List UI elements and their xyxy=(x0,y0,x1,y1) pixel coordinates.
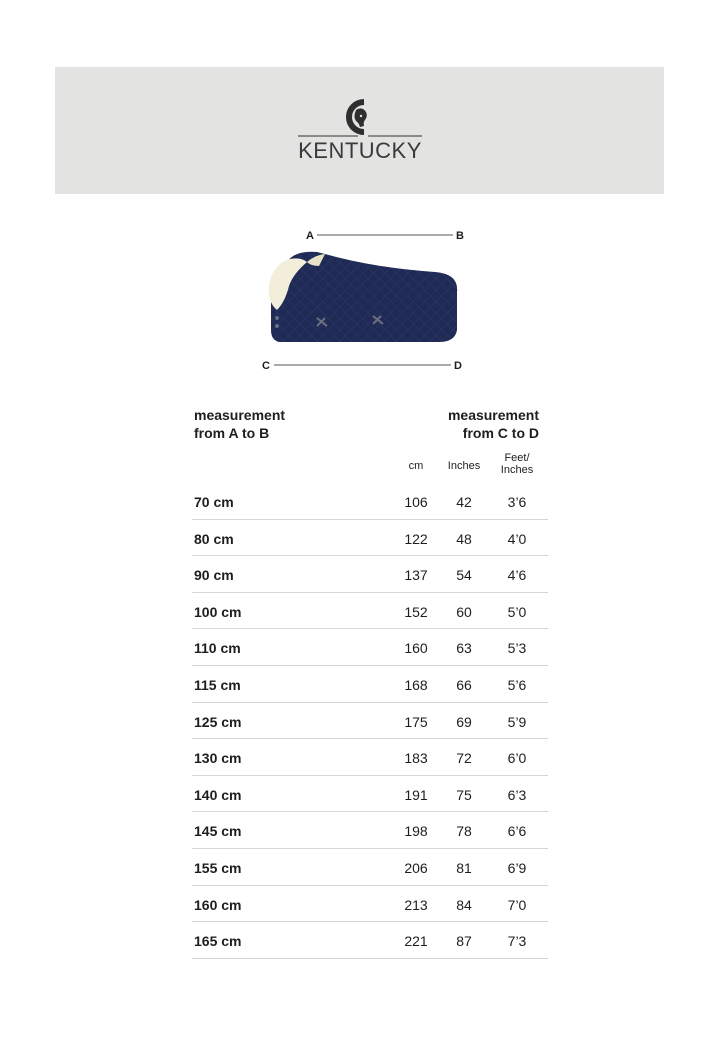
header-a-to-b xyxy=(194,406,285,442)
table-row xyxy=(192,812,548,849)
header-a-to-b-line1: measurement xyxy=(194,407,286,423)
column-header-feet-inches xyxy=(494,452,540,476)
cm-cell: 213 xyxy=(404,896,428,913)
size-cell: 125 cm xyxy=(194,713,242,730)
logo-emblem-icon xyxy=(290,96,430,140)
feet-cell: 6’0 xyxy=(507,750,527,767)
inches-cell: 60 xyxy=(456,603,472,620)
table-row xyxy=(192,629,548,666)
inches-cell: 72 xyxy=(456,750,472,767)
header-a-to-b-line2: from A to B xyxy=(194,425,270,441)
cm-cell: 160 xyxy=(404,640,428,657)
inches-cell: 54 xyxy=(456,567,472,584)
size-cell: 130 cm xyxy=(194,750,242,767)
feet-cell: 6’3 xyxy=(507,786,527,803)
table-row xyxy=(192,849,548,886)
size-cell: 110 cm xyxy=(194,640,241,657)
size-cell: 90 cm xyxy=(194,567,234,584)
feet-cell: 5’0 xyxy=(507,603,527,620)
inches-cell: 48 xyxy=(456,530,472,547)
horse-rug-image xyxy=(269,252,457,342)
rug-diagram xyxy=(255,222,475,377)
size-cell: 70 cm xyxy=(194,494,234,510)
inches-cell: 78 xyxy=(456,823,472,840)
cm-cell: 122 xyxy=(404,530,428,547)
size-cell: 100 cm xyxy=(194,603,242,620)
size-cell: 165 cm xyxy=(194,933,242,950)
size-cell: 115 cm xyxy=(194,676,241,693)
table-row xyxy=(192,666,548,703)
table-row xyxy=(192,483,548,520)
inches-cell: 42 xyxy=(456,494,472,510)
column-header-cm: cm xyxy=(408,460,424,472)
table-row xyxy=(192,593,548,630)
cm-cell: 152 xyxy=(404,603,428,620)
feet-cell: 5’9 xyxy=(507,713,527,730)
feet-cell: 3’6 xyxy=(507,494,527,510)
inches-cell: 81 xyxy=(456,859,472,876)
cm-cell: 168 xyxy=(404,676,428,693)
label-a: A xyxy=(306,230,314,242)
cm-cell: 191 xyxy=(404,786,428,803)
feet-cell: 7’3 xyxy=(507,933,527,950)
size-cell: 140 cm xyxy=(194,786,242,803)
column-header-inches: Inches xyxy=(447,460,481,472)
kentucky-logo xyxy=(290,96,430,166)
table-row xyxy=(192,739,548,776)
label-b: B xyxy=(456,230,464,242)
cm-cell: 175 xyxy=(404,713,428,730)
cm-cell: 106 xyxy=(404,494,428,510)
feet-cell: 7’0 xyxy=(507,896,527,913)
cm-cell: 137 xyxy=(404,567,428,584)
size-cell: 80 cm xyxy=(194,530,234,547)
feet-cell: 6’6 xyxy=(507,823,527,840)
header-c-to-d-line1: measurement xyxy=(447,407,539,423)
feet-cell: 5’3 xyxy=(507,640,527,657)
cm-cell: 206 xyxy=(404,859,428,876)
size-table xyxy=(192,483,548,959)
label-d: D xyxy=(454,360,462,372)
feet-cell: 5’6 xyxy=(507,676,527,693)
header-c-to-d-line2: from C to D xyxy=(462,425,539,441)
inches-cell: 84 xyxy=(456,896,472,913)
size-cell: 155 cm xyxy=(194,859,242,876)
cm-cell: 198 xyxy=(404,823,428,840)
header-c-to-d xyxy=(420,406,539,442)
table-row xyxy=(192,556,548,593)
table-row xyxy=(192,776,548,813)
label-c: C xyxy=(262,360,270,372)
cm-cell: 183 xyxy=(404,750,428,767)
size-cell: 145 cm xyxy=(194,823,242,840)
column-header-feet-line2: Inches xyxy=(500,464,534,476)
inches-cell: 75 xyxy=(456,786,472,803)
table-row xyxy=(192,703,548,740)
table-row xyxy=(192,922,548,959)
feet-cell: 4’0 xyxy=(507,530,527,547)
inches-cell: 69 xyxy=(456,713,472,730)
size-cell: 160 cm xyxy=(194,896,242,913)
inches-cell: 63 xyxy=(456,640,472,657)
inches-cell: 87 xyxy=(456,933,472,950)
column-header-feet-line1: Feet/ xyxy=(504,452,530,464)
feet-cell: 6’9 xyxy=(507,859,527,876)
table-row xyxy=(192,886,548,923)
inches-cell: 66 xyxy=(456,676,472,693)
table-row xyxy=(192,520,548,557)
feet-cell: 4’6 xyxy=(507,567,527,584)
cm-cell: 221 xyxy=(404,933,428,950)
logo-wordmark: KENTUCKY xyxy=(298,138,422,163)
